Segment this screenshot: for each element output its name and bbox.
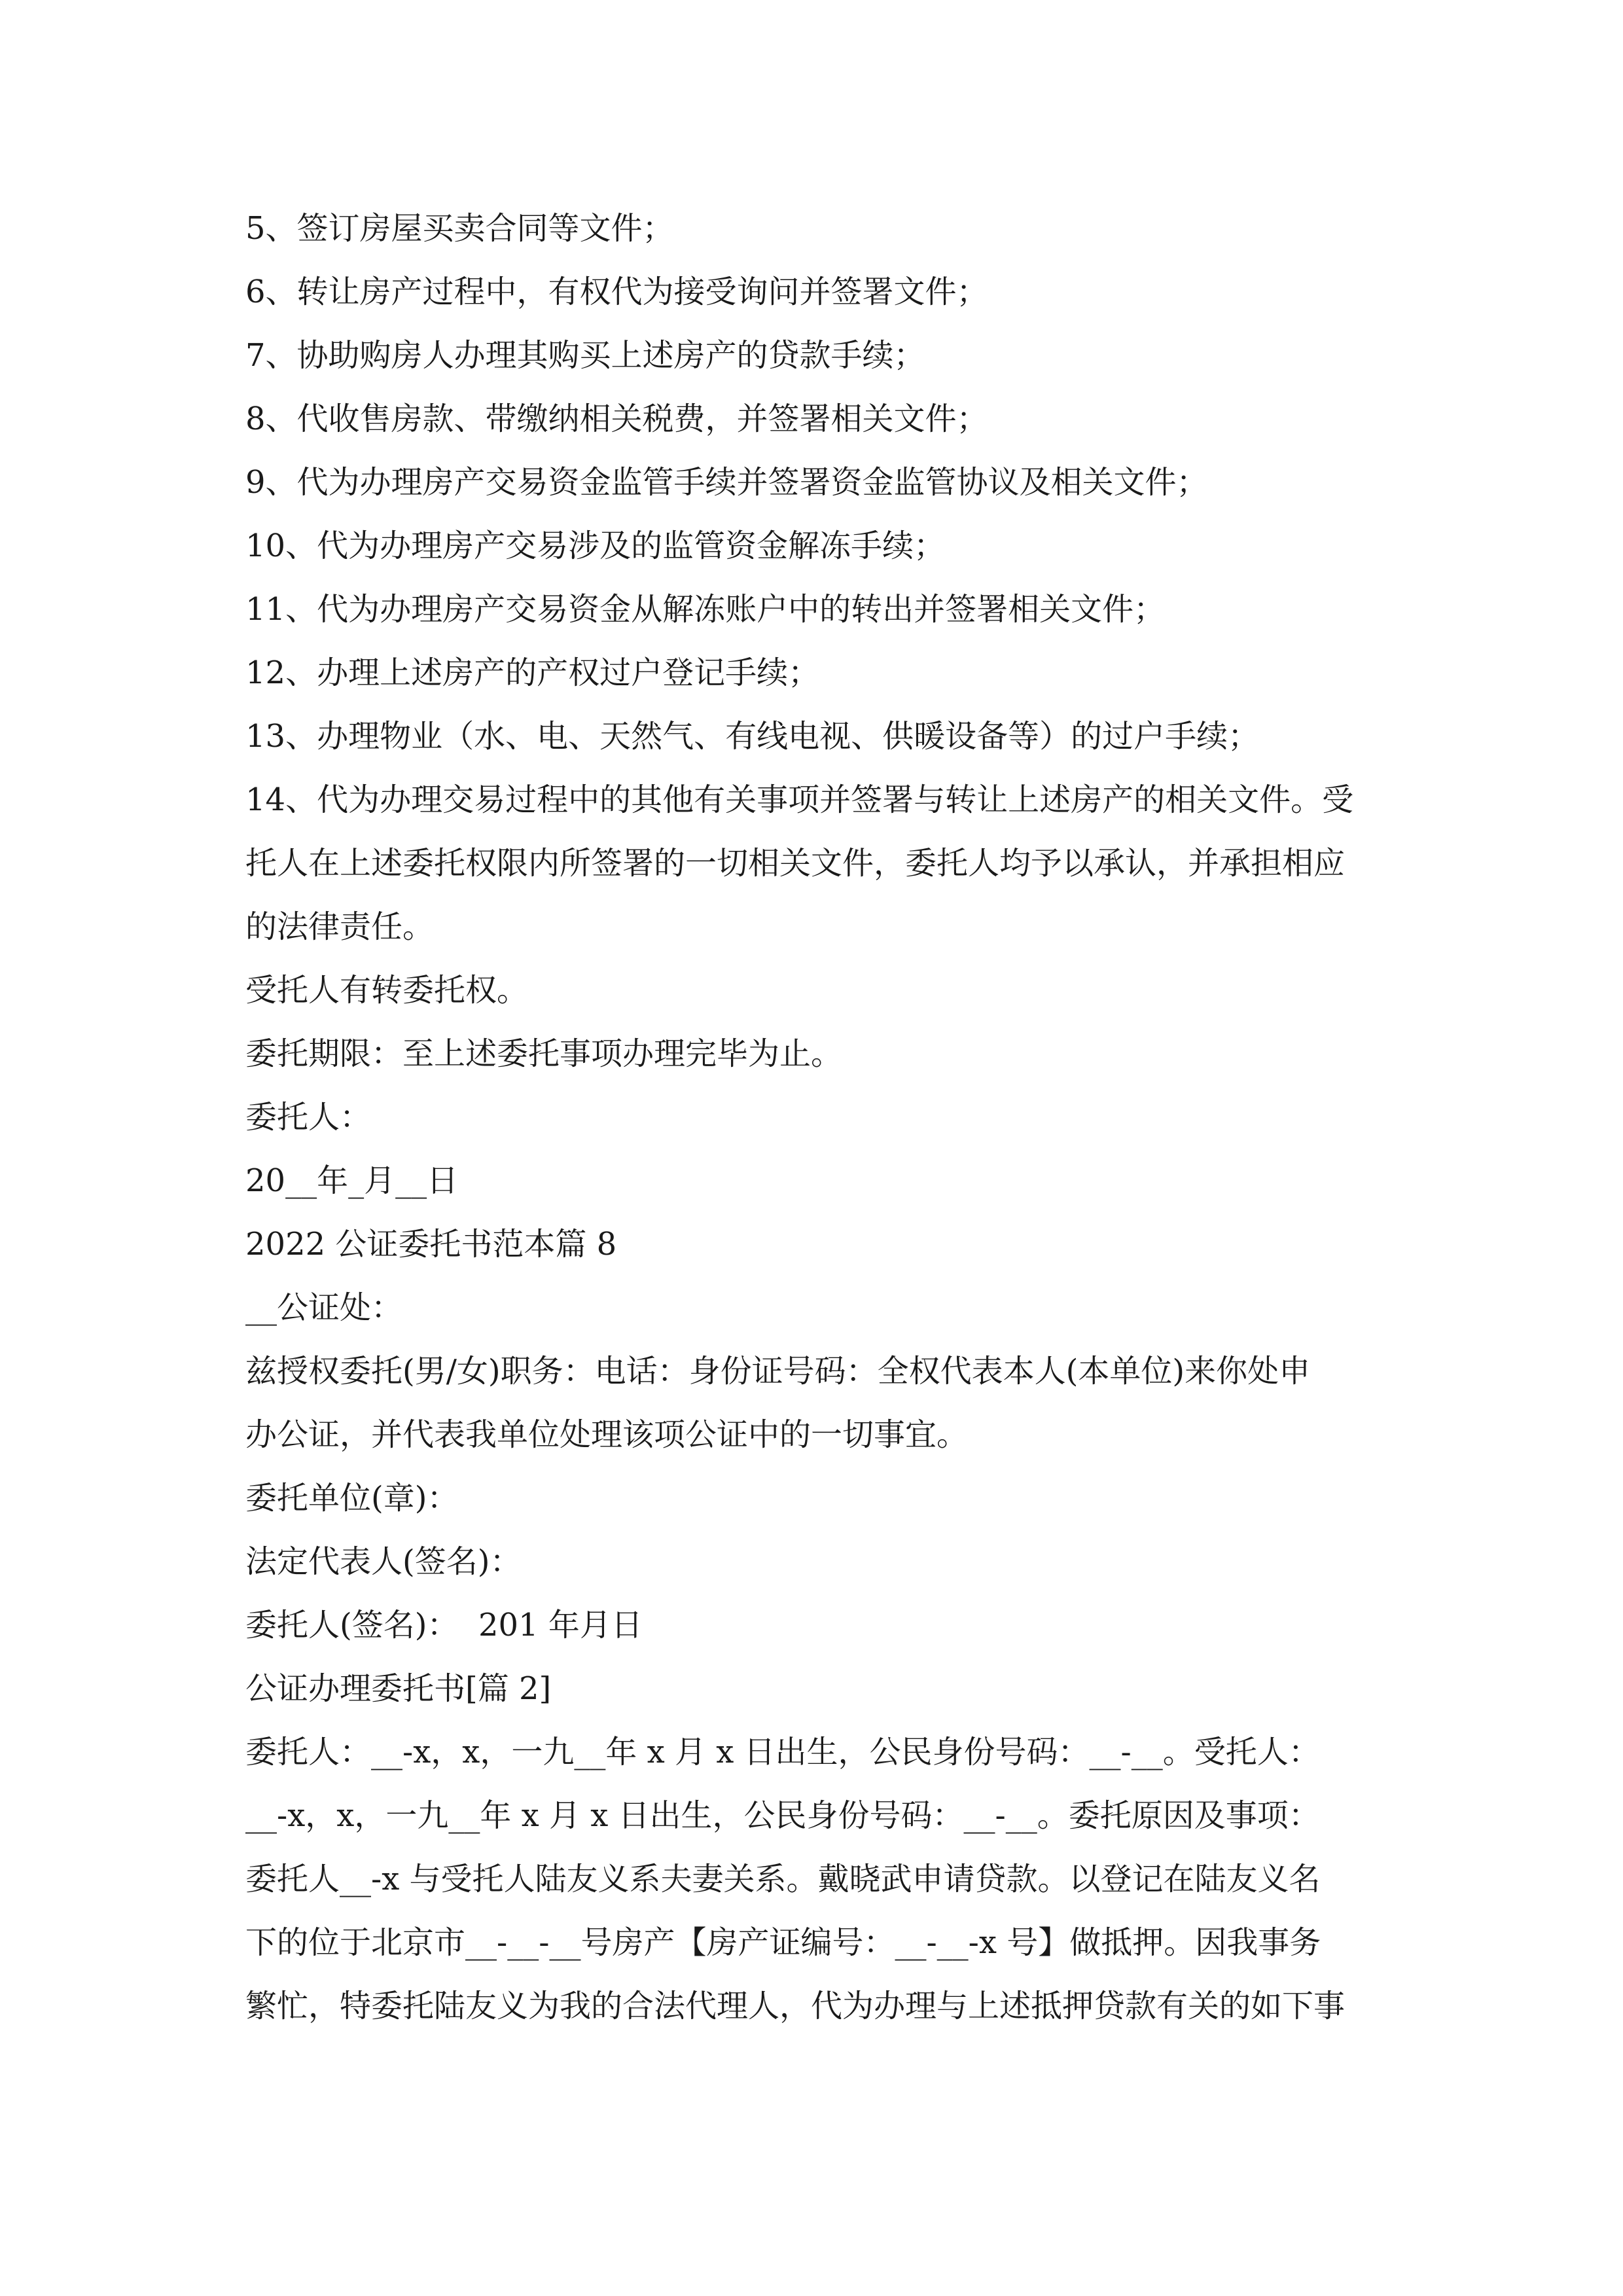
- text-line: 委托人：: [245, 1099, 372, 1136]
- text-line: 受托人有转委托权。: [245, 972, 529, 1009]
- text-line: 委托人：__-x，x，一九__年 x 月 x 日出生，公民身份号码：__-__。受托人：: [245, 1734, 1320, 1770]
- text-line: 托人在上述委托权限内所签署的一切相关文件，委托人均予以承认，并承担相应: [245, 845, 1346, 882]
- section-title: 2022 公证委托书范本篇 8: [245, 1226, 617, 1263]
- text-line: 7、协助购房人办理其购买上述房产的贷款手续；: [245, 337, 925, 374]
- text-line: 8、代收售房款、带缴纳相关税费，并签署相关文件；: [245, 401, 988, 437]
- text-line: 14、代为办理交易过程中的其他有关事项并签署与转让上述房产的相关文件。受: [245, 781, 1354, 818]
- text-line: __-x，x，一九__年 x 月 x 日出生，公民身份号码：__-__。委托原因及事项：: [245, 1797, 1320, 1834]
- text-line: 兹授权委托(男/女)职务：电话：身份证号码：全权代表本人(本单位)来你处申: [245, 1353, 1311, 1390]
- section-title: 公证办理委托书[篇 2]: [245, 1670, 552, 1707]
- text-line: 6、转让房产过程中，有权代为接受询问并签署文件；: [245, 274, 988, 310]
- text-line: 下的位于北京市__-__-__号房产【房产证编号：__-__-x 号】做抵押。因我事务: [245, 1924, 1321, 1961]
- text-line: 法定代表人(签名)：: [245, 1543, 522, 1580]
- text-line: 繁忙，特委托陆友义为我的合法代理人，代为办理与上述抵押贷款有关的如下事: [245, 1988, 1346, 2024]
- text-line: 委托期限：至上述委托事项办理完毕为止。: [245, 1035, 843, 1072]
- text-line: 10、代为办理房产交易涉及的监管资金解冻手续；: [245, 528, 946, 564]
- text-line: 13、办理物业（水、电、天然气、有线电视、供暖设备等）的过户手续；: [245, 718, 1260, 755]
- text-line: 的法律责任。: [245, 908, 435, 945]
- text-line: 11、代为办理房产交易资金从解冻账户中的转出并签署相关文件；: [245, 591, 1166, 628]
- text-line: 办公证，并代表我单位处理该项公证中的一切事宜。: [245, 1416, 969, 1453]
- text-line: 委托人__-x 与受托人陆友义系夫妻关系。戴晓武申请贷款。以登记在陆友义名: [245, 1861, 1321, 1897]
- text-line: 12、办理上述房产的产权过户登记手续；: [245, 655, 820, 691]
- text-line: 委托人(签名)： 201 年月日: [245, 1607, 643, 1643]
- document-body: [245, 197, 1387, 2038]
- text-line: 9、代为办理房产交易资金监管手续并签署资金监管协议及相关文件；: [245, 464, 1208, 501]
- text-line: 委托单位(章)：: [245, 1480, 459, 1516]
- date-line: 20__年_月__日: [245, 1162, 459, 1199]
- text-line: __公证处：: [245, 1289, 403, 1326]
- text-line: 5、签订房屋买卖合同等文件；: [245, 210, 674, 247]
